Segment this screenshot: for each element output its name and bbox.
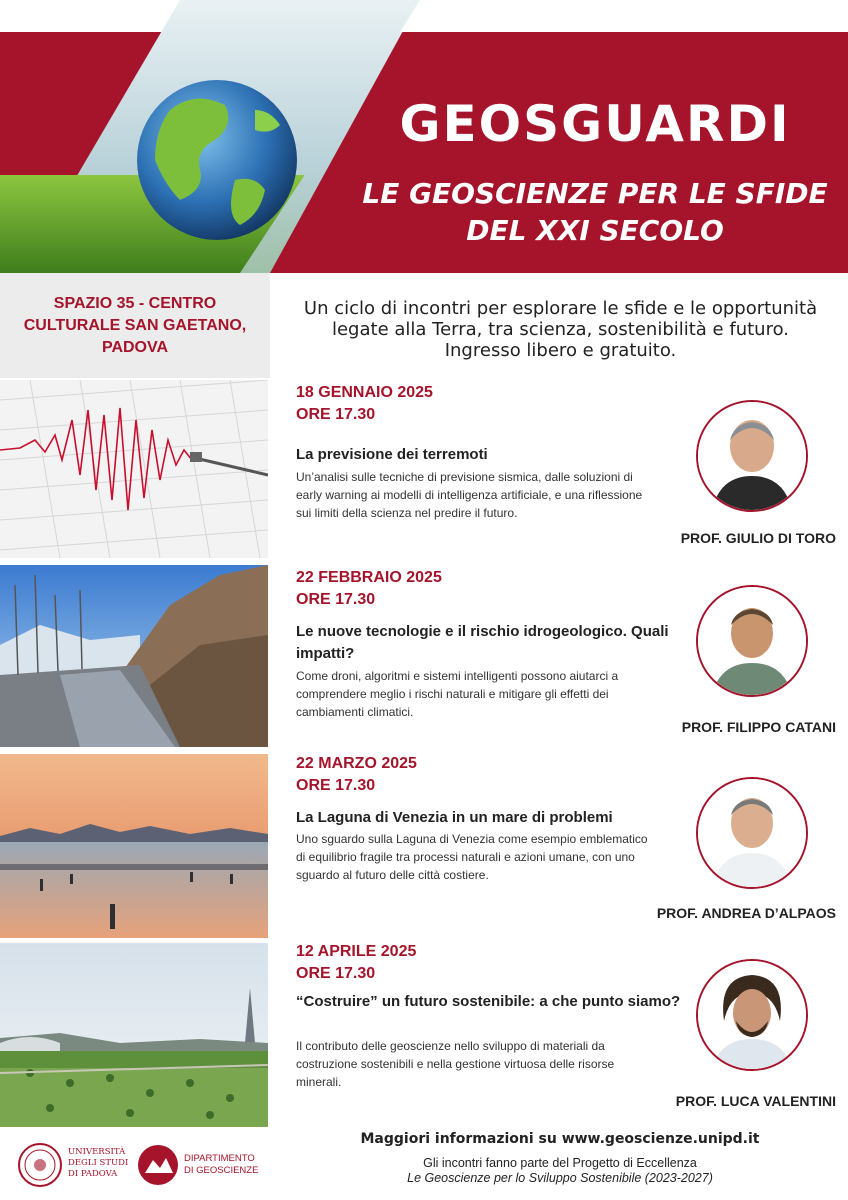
project-note [300, 1156, 820, 1186]
speaker-portrait [698, 961, 806, 1069]
description-line: costruzione sostenibili e nella gestione virtuosa delle risorse [296, 1057, 615, 1071]
landslide-road-photo [0, 565, 268, 747]
event-date: 12 APRILE 2025 [296, 943, 417, 960]
description-line: di equilibrio fragile tra processi naturali e azioni umane, con uno [296, 850, 635, 864]
university-line-2: DEGLI STUDI [68, 1158, 129, 1168]
university-name [68, 1147, 128, 1180]
university-line-1: UNIVERSITÀ [68, 1147, 126, 1157]
speaker-name: PROF. FILIPPO CATANI [681, 719, 836, 735]
event-card [296, 753, 841, 921]
subtitle-line-1: LE GEOSCIENZE PER LE SFIDE [362, 177, 828, 210]
speaker-avatar [696, 777, 808, 889]
venue-text [15, 293, 255, 359]
more-info-link[interactable]: Maggiori informazioni su www.geoscienze.unipd.it [360, 1131, 760, 1147]
event-time: ORE 17.30 [296, 406, 376, 423]
description-line: comprendere meglio i rischi naturali e mitigare gli effetti dei [296, 687, 609, 701]
description-line: sui limiti della scienza nel predire il futuro. [296, 506, 518, 520]
event-title: “Costruire” un futuro sostenibile: a che punto siamo? [296, 993, 681, 1010]
intro-line-2: legate alla Terra, tra scienza, sostenibilità e futuro. [331, 319, 789, 340]
venue-box [0, 273, 270, 378]
event-date: 18 GENNAIO 2025 [296, 384, 433, 401]
intro-text [283, 298, 838, 361]
subtitle-line-2: DEL XXI SECOLO [466, 214, 724, 247]
event-series-subtitle [360, 175, 830, 249]
event-title: Le nuove tecnologie e il rischio idrogeologico. Quali impatti? [296, 623, 669, 662]
description-line: Come droni, algoritmi e sistemi intelligenti possono aiutarci a [296, 669, 619, 683]
description-line: sguardo al futuro delle città costiere. [296, 868, 489, 882]
venice-lagoon-photo [0, 754, 268, 938]
event-card [296, 567, 841, 735]
department-line-2: DI GEOSCIENZE [184, 1165, 259, 1176]
speaker-portrait [698, 587, 806, 695]
header-banner [0, 0, 848, 273]
project-note-line-2 [300, 1171, 820, 1186]
intro-line-3: Ingresso libero e gratuito. [444, 340, 677, 361]
description-line: Il contributo delle geoscienze nello sviluppo di materiali da [296, 1039, 605, 1053]
speaker-name: PROF. LUCA VALENTINI [675, 1093, 836, 1109]
event-description [296, 667, 691, 721]
event-date: 22 MARZO 2025 [296, 755, 417, 772]
description-line: cambiamenti climatici. [296, 705, 414, 719]
speaker-avatar [696, 959, 808, 1071]
speaker-portrait [698, 402, 806, 510]
event-title: La Laguna di Venezia in un mare di problemi [296, 809, 613, 826]
event-description [296, 1037, 691, 1091]
university-line-3: DI PADOVA [68, 1169, 118, 1179]
speaker-name: PROF. ANDREA D’ALPAOS [656, 905, 836, 921]
department-line-1: DIPARTIMENTO [184, 1153, 255, 1164]
department-name [184, 1153, 258, 1177]
event-time: ORE 17.30 [296, 591, 376, 608]
event-title: La previsione dei terremoti [296, 446, 488, 463]
speaker-name: PROF. GIULIO DI TORO [680, 530, 836, 546]
venue-line-2: CULTURALE SAN GAETANO, [23, 316, 247, 334]
intro-line-1: Un ciclo di incontri per esplorare le sfide e le opportunità [303, 298, 818, 319]
event-date: 22 FEBBRAIO 2025 [296, 569, 442, 586]
description-line: Uno sguardo sulla Laguna di Venezia come esempio emblematico [296, 832, 648, 846]
venue-line-1: SPAZIO 35 - CENTRO [53, 294, 217, 312]
project-name: Le Geoscienze per lo Sviluppo Sostenibile (2023-2027) [407, 1171, 713, 1185]
event-card [296, 941, 841, 1109]
event-card [296, 382, 841, 546]
venue-line-3: PADOVA [101, 338, 169, 356]
event-time: ORE 17.30 [296, 777, 376, 794]
description-line: Un’analisi sulle tecniche di previsione sismica, dalle soluzioni di [296, 470, 633, 484]
speaker-avatar [696, 400, 808, 512]
event-description [296, 468, 691, 522]
speaker-portrait [698, 779, 806, 887]
event-series-title: GEOSGUARDI [399, 95, 791, 153]
event-time: ORE 17.30 [296, 965, 376, 982]
sustainable-city-photo [0, 943, 268, 1127]
event-description [296, 830, 691, 884]
project-note-line-1: Gli incontri fanno parte del Progetto di Eccellenza [423, 1156, 697, 1170]
logos-area [0, 1140, 270, 1190]
description-line: minerali. [296, 1075, 342, 1089]
description-line: early warning ai modelli di intelligenza artificiale, e una riflessione [296, 488, 643, 502]
seismograph-photo [0, 380, 268, 558]
speaker-avatar [696, 585, 808, 697]
